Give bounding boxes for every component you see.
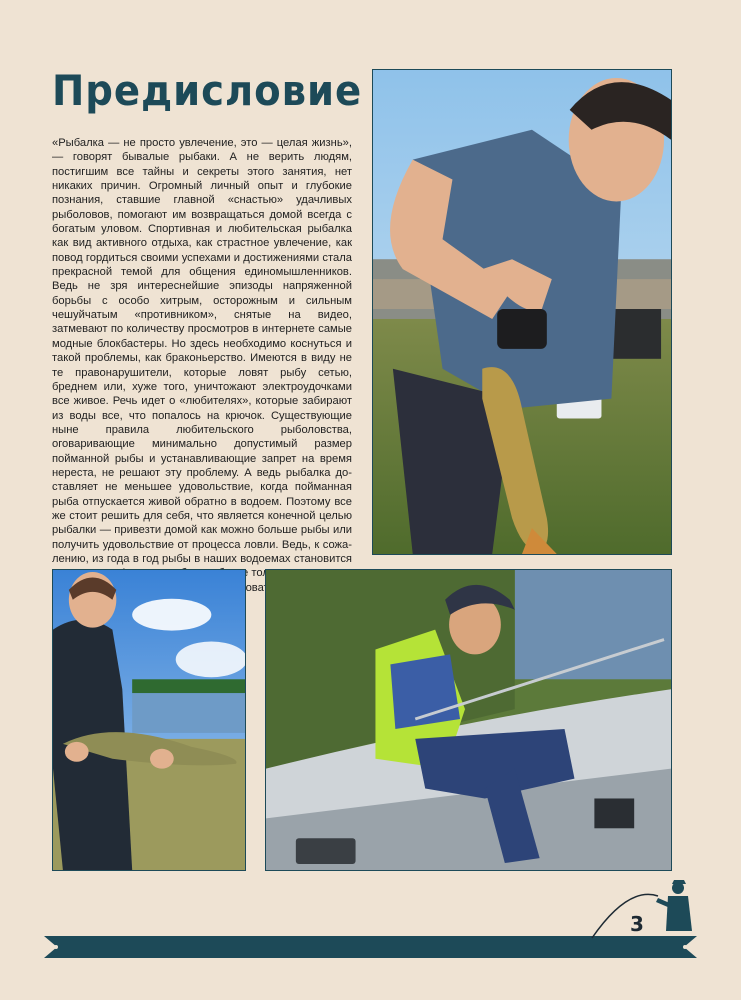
- preface-text: «Рыбалка — не просто увлечение, это — целая жизнь», — говорят бывалые рыбаки. А не верить людям, постигшим все тайны и секреты этого занятия, нет никаких причин. Огромный личный опыт и глубокие познания, ставшие главной «снастью» удачливых рыболовов, помогают им возвращаться домой всегда с богатым уловом. Спортивная и любительская рыбалка как вид активного отдыха, как страстное увлечение, как повод гордиться своими успехами и достижениями стала прекрасной темой для общения единомышленников. Ведь не зря интереснейшие эпизоды напряженной борьбы с особо хитрым, осторожным и сильным чешуйчатым «противником», снятые на видео, затмевают по количеству просмотров в интернете самые модные блокбастеры. Но здесь необходимо коснуться и такой проблемы, как браконьерство. Имеются в виду не те правонарушители, которые ловят рыбу сетью, бреднем или, хуже того, уничтожают электроудочками все живое. Речь идет о «любителях», которые забирают из воды все, что попалось на крючок. Существующие ныне правила любительского рыболовства, оговаривающие минимально допустимый размер пойманной рыбы и устанавливающие запрет на время нереста, не решают эту проблему. А ведь рыбалка доставляет не меньшее удовольствие, когда пойманная рыба отпускается живой обратно в водоем. Поэтому все же стоит решить для себя, что является конечной целью рыбалки — привезти домой как можно больше рыбы или получить удовольствие от процесса ловли. Ведь, к сожалению, из года в год рыбы в наших водоемах становится радоваться: [52, 137, 352, 594]
- photo-carp: [372, 69, 672, 555]
- page-number: 3: [630, 912, 644, 936]
- page-title: Предисловие: [52, 66, 363, 115]
- photo-pike: [52, 569, 246, 871]
- photo-boat: [265, 569, 672, 871]
